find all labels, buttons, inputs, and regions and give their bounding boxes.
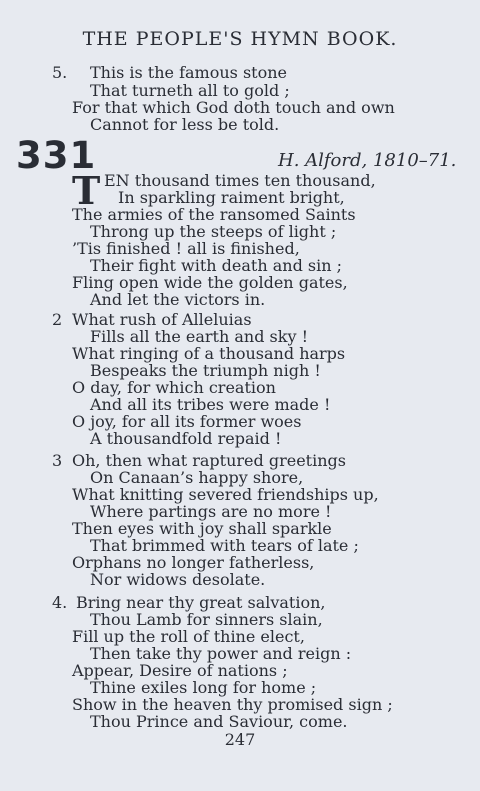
verse-line: Their fight with death and sin ; <box>90 256 343 275</box>
verse-line: Nor widows desolate. <box>90 570 266 589</box>
verse-line: ’Tis finished ! all is finished, <box>72 239 300 258</box>
verse-line: Show in the heaven thy promised sign ; <box>72 695 393 714</box>
verse-number: 2 <box>52 310 63 329</box>
verse-line: Appear, Desire of nations ; <box>72 661 288 680</box>
drop-cap: T <box>72 168 101 213</box>
hymn-attribution: H. Alford, 1810–71. <box>278 150 457 171</box>
verse-line: Then eyes with joy shall sparkle <box>72 519 332 538</box>
verse-line: EN thousand times ten thousand, <box>104 171 376 190</box>
verse-line: What ringing of a thousand harps <box>72 344 346 363</box>
verse-number: 4. <box>52 593 68 612</box>
verse-line: Thou Prince and Saviour, come. <box>90 712 348 731</box>
verse-line: And let the victors in. <box>90 290 266 309</box>
running-title: THE PEOPLE'S HYMN BOOK. <box>82 28 398 50</box>
verse-line: That brimmed with tears of late ; <box>90 536 359 555</box>
verse-line: O joy, for all its former woes <box>72 412 302 431</box>
verse-line: What knitting severed friendships up, <box>72 485 379 504</box>
verse-line: Bespeaks the triumph nigh ! <box>90 361 321 380</box>
verse-line: Then take thy power and reign : <box>90 644 352 663</box>
verse-line: Fling open wide the golden gates, <box>72 273 348 292</box>
verse-line: O day, for which creation <box>72 378 276 397</box>
verse-number: 5. <box>52 63 68 82</box>
verse-line: Fill up the roll of thine elect, <box>72 627 305 646</box>
hymn-number: 331 <box>16 134 97 177</box>
verse-number: 3 <box>52 451 63 470</box>
verse-line: The armies of the ransomed Saints <box>72 205 356 224</box>
verse-line: And all its tribes were made ! <box>90 395 331 414</box>
verse-line: What rush of Alleluias <box>72 310 252 329</box>
verse-line: A thousandfold repaid ! <box>90 429 282 448</box>
verse-line: Oh, then what raptured greetings <box>72 451 346 470</box>
verse-line: Where partings are no more ! <box>90 502 332 521</box>
verse-line: That turneth all to gold ; <box>90 81 290 100</box>
verse-line: Cannot for less be told. <box>90 115 280 134</box>
verse-line: Orphans no longer fatherless, <box>72 553 315 572</box>
verse-line: This is the famous stone <box>90 63 288 82</box>
verse-line: Fills all the earth and sky ! <box>90 327 309 346</box>
verse-line: For that which God doth touch and own <box>72 98 395 117</box>
verse-line: On Canaan’s happy shore, <box>90 468 304 487</box>
page-number: 247 <box>224 730 256 749</box>
verse-line: In sparkling raiment bright, <box>118 188 345 207</box>
verse-line: Bring near thy great salvation, <box>76 593 326 612</box>
verse-line: Thou Lamb for sinners slain, <box>90 610 323 629</box>
verse-line: Thine exiles long for home ; <box>90 678 317 697</box>
verse-line: Throng up the steeps of light ; <box>90 222 337 241</box>
